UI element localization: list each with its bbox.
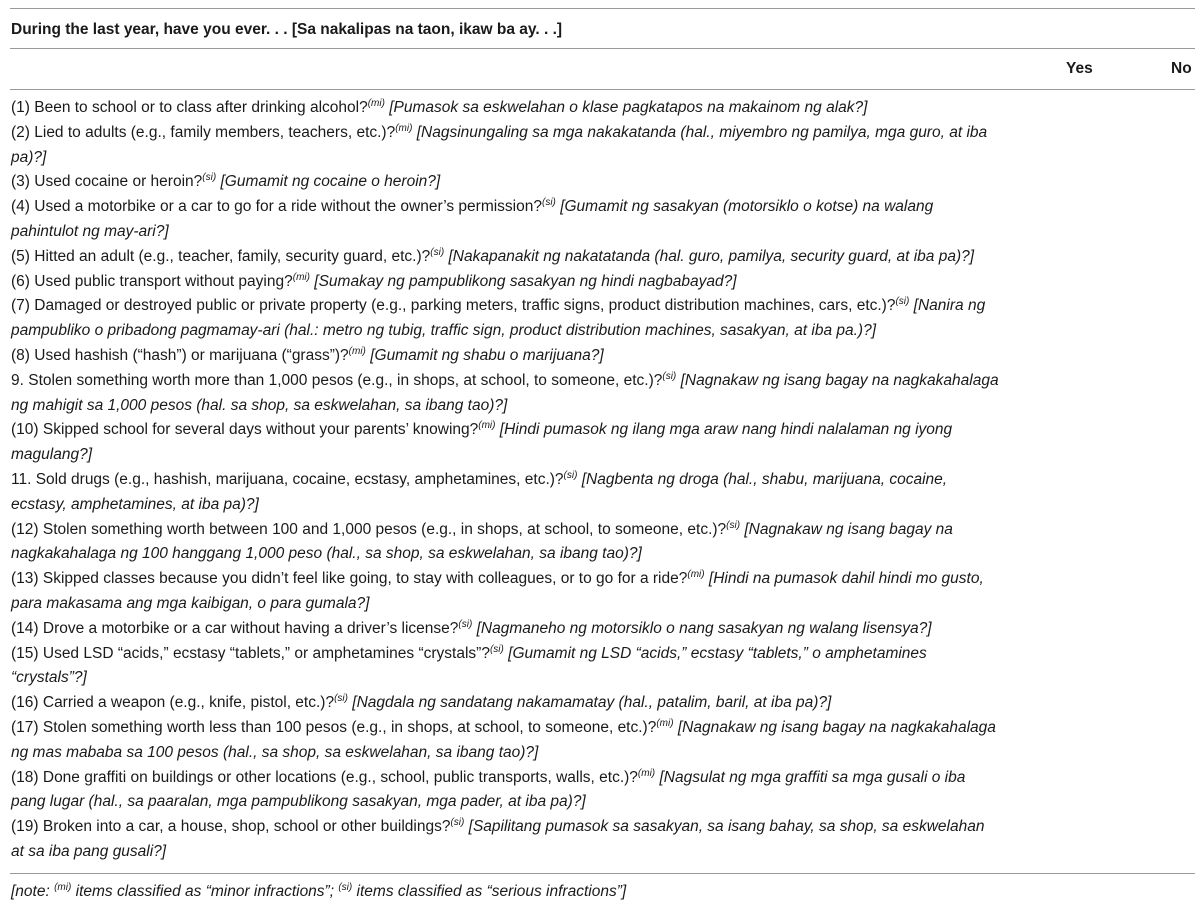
item-question: (2) Lied to adults (e.g., family members, teachers, etc.)? [11, 123, 396, 141]
item-translation: [Pumasok sa eskwelahan o klase pagkatapos na makainom ng alak?] [389, 99, 868, 116]
item-translation: [Sumakay ng pampublikong sasakyan ng hindi nagbabayad?] [314, 272, 737, 290]
item-classification-tag: (mi) [292, 271, 310, 283]
item-question: 9. Stolen something worth more than 1,000 pesos (e.g., in shops, at school, to someone, etc.)? [11, 371, 663, 389]
list-item [11, 567, 1001, 617]
item-question: (4) Used a motorbike or a car to go for a ride without the owner’s permission? [11, 198, 542, 216]
item-translation: [Sapilitang pumasok sa sasakyan, sa isang bahay, sa shop, sa eskwelahan at sa iba pang gusali?] [11, 818, 985, 860]
list-item [11, 270, 1001, 295]
item-translation: [Hindi pumasok ng ilang mga araw nang hindi nalalaman ng iyong magulang?] [11, 421, 953, 464]
item-classification-tag: (si) [458, 618, 473, 630]
item-question: (8) Used hashish (“hash”) or marijuana (“grass”)? [11, 346, 349, 364]
item-translation: [Nagsulat ng mga graffiti sa mga gusali o iba pang lugar (hal., sa paaralan, mga pampublikong sasakyan, mga pader, at iba pa)?] [11, 768, 966, 811]
item-translation: [Nagsinungaling sa mga nakakatanda (hal., miyembro ng pamilya, mga guro, at iba pa)?] [11, 123, 988, 166]
list-item [11, 642, 1001, 692]
header-translation: [Sa nakalipas na taon, ikaw ba ay. . .] [291, 21, 563, 38]
item-translation: [Nagmaneho ng motorsiklo o nang sasakyan ng walang lisensya?] [476, 619, 932, 637]
item-classification-tag: (mi) [478, 420, 496, 432]
top-rule [10, 8, 1195, 9]
item-classification-tag: (mi) [367, 98, 385, 109]
list-item [11, 344, 1001, 369]
item-question: (14) Drove a motorbike or a car without having a driver’s license? [11, 619, 459, 637]
item-classification-tag: (mi) [348, 345, 366, 357]
item-classification-tag: (si) [895, 296, 910, 308]
list-item [11, 716, 1001, 766]
item-question: (18) Done graffiti on buildings or other locations (e.g., school, public transports, walls, etc.)? [11, 768, 638, 786]
item-classification-tag: (si) [489, 643, 504, 655]
note-si-tag: (si) [338, 882, 353, 893]
item-classification-tag: (mi) [656, 717, 674, 729]
item-translation: [Nagdala ng sandatang nakamamatay (hal., patalim, baril, at iba pa)?] [352, 694, 832, 712]
item-translation: [Nagnakaw ng isang bagay na nagkakahalaga ng mas mababa sa 100 pesos (hal., sa shop, sa eskwelahan, sa ibang tao)?] [11, 718, 996, 761]
item-question: (6) Used public transport without paying? [11, 272, 293, 290]
item-question: (10) Skipped school for several days without your parents’ knowing? [11, 421, 479, 439]
note-mi-text: items classified as “minor infractions”; [71, 883, 339, 900]
list-item [11, 691, 1001, 716]
item-classification-tag: (si) [541, 197, 556, 209]
list-item [11, 418, 1001, 468]
item-classification-tag: (mi) [395, 122, 413, 134]
list-item [11, 96, 1001, 121]
bottom-rule [10, 873, 1195, 874]
item-classification-tag: (si) [563, 469, 578, 481]
item-translation: [Gumamit ng LSD “acids,” ecstasy “tablets,” o amphetamines “crystals”?] [11, 644, 927, 687]
item-translation: [Nagnakaw ng isang bagay na nagkakahalaga ng mahigit sa 1,000 pesos (hal. sa shop, sa eskwelahan, sa ibang tao)?] [11, 371, 999, 414]
item-classification-tag: (si) [726, 519, 741, 531]
item-translation: [Nagnakaw ng isang bagay na nagkakahalaga ng 100 hanggang 1,000 peso (hal., sa shop, sa eskwelahan, sa ibang tao)?] [11, 520, 953, 563]
table-header [11, 20, 1191, 40]
item-translation: [Gumamit ng shabu o marijuana?] [370, 346, 604, 364]
item-question: (1) Been to school or to class after drinking alcohol? [11, 99, 368, 116]
column-rule [10, 89, 1195, 90]
item-classification-tag: (si) [662, 370, 677, 382]
item-translation: [Nagbenta ng droga (hal., shabu, marijuana, cocaine, ecstasy, amphetamines, at iba pa)?] [11, 470, 948, 513]
item-question: (17) Stolen something worth less than 100 pesos (e.g., in shops, at school, to someone, etc.)? [11, 718, 657, 736]
list-item [11, 468, 1001, 518]
list-item [11, 815, 1001, 865]
item-list [11, 96, 1001, 865]
column-yes: Yes [1066, 60, 1093, 77]
item-question: (19) Broken into a car, a house, shop, school or other buildings? [11, 818, 451, 836]
list-item [11, 245, 1001, 270]
item-translation: [Gumamit ng sasakyan (motorsiklo o kotse) na walang pahintulot ng may-ari?] [11, 198, 934, 240]
list-item [11, 170, 1001, 195]
item-question: (16) Carried a weapon (e.g., knife, pistol, etc.)? [11, 694, 335, 712]
item-classification-tag: (si) [450, 817, 465, 829]
item-classification-tag: (si) [430, 246, 445, 258]
note-open: [note: [11, 883, 55, 900]
item-question: (13) Skipped classes because you didn’t feel like going, to stay with colleagues, or to go for a ride? [11, 570, 688, 588]
list-item [11, 294, 1001, 344]
item-classification-tag: (mi) [637, 767, 656, 779]
list-item [11, 518, 1001, 568]
list-item [11, 195, 1001, 245]
list-item [11, 617, 1001, 642]
list-item [11, 766, 1001, 816]
item-question: (12) Stolen something worth between 100 and 1,000 pesos (e.g., in shops, at school, to someone, etc.)? [11, 520, 727, 538]
list-item [11, 121, 1001, 171]
item-question: (3) Used cocaine or heroin? [11, 173, 203, 191]
list-item [11, 369, 1001, 419]
item-translation: [Nanira ng pampubliko o pribadong pagmamay-ari (hal.: metro ng tubig, traffic sign, product distribution machines, sasakyan, at iba pa.)?] [11, 297, 986, 340]
item-classification-tag: (si) [334, 693, 348, 705]
item-question: (7) Damaged or destroyed public or private property (e.g., parking meters, traffic signs, product distribution machines, cars, etc.)? [11, 297, 896, 315]
item-classification-tag: (si) [202, 172, 217, 184]
note-mi-tag: (mi) [54, 882, 72, 893]
header-question: During the last year, have you ever. . . [11, 21, 288, 38]
item-translation: [Hindi na pumasok dahil hindi mo gusto, para makasama ang mga kaibigan, o para gumala?] [11, 570, 984, 612]
item-translation: [Gumamit ng cocaine o heroin?] [220, 173, 441, 191]
item-classification-tag: (mi) [687, 569, 705, 581]
table-note [11, 880, 1191, 904]
item-question: (15) Used LSD “acids,” ecstasy “tablets,” or amphetamines “crystals”? [11, 644, 490, 662]
column-no: No [1171, 60, 1192, 77]
header-rule [10, 48, 1195, 49]
item-question: 11. Sold drugs (e.g., hashish, marijuana, cocaine, ecstasy, amphetamines, etc.)? [11, 470, 564, 488]
item-translation: [Nakapanakit ng nakatatanda (hal. guro, pamilya, security guard, at iba pa)?] [448, 247, 975, 265]
note-si-text: items classified as “serious infractions”] [352, 883, 627, 900]
item-question: (5) Hitted an adult (e.g., teacher, family, security guard, etc.)? [11, 247, 431, 265]
